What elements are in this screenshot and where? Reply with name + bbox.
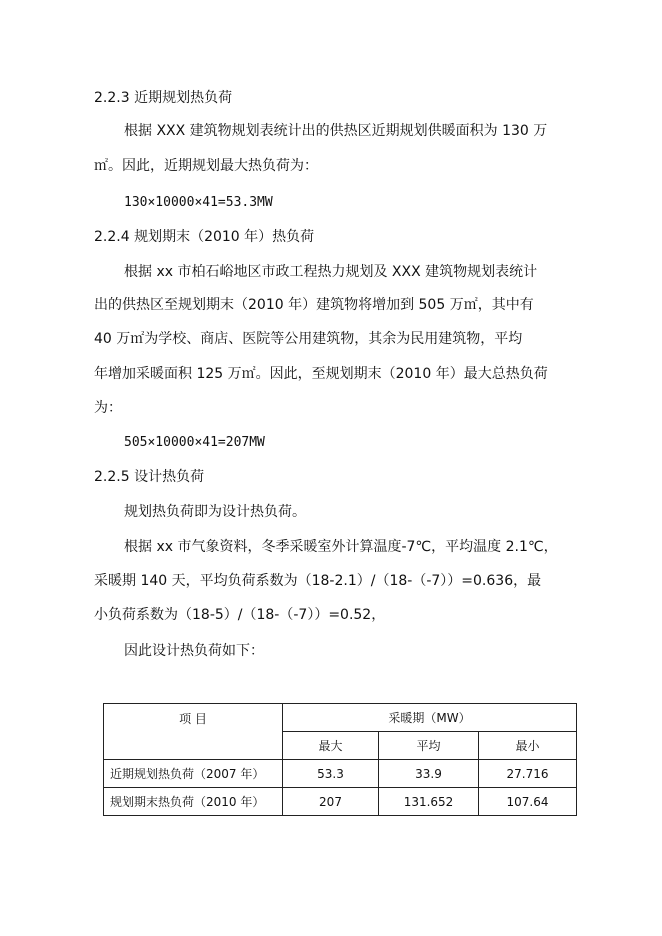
formula: 505×10000×41=207MW xyxy=(124,435,265,450)
item-header: 项 目 xyxy=(104,704,283,760)
section-heading-2-2-5: 2.2.5 设计热负荷 xyxy=(94,469,205,485)
period-header: 采暖期（MW） xyxy=(283,704,577,732)
min-cell: 107.64 xyxy=(479,788,577,816)
paragraph-line: 根据 XXX 建筑物规划表统计出的供热区近期规划供暖面积为 130 万 xyxy=(124,123,548,139)
paragraph-line: 根据 xx 市柏石峪地区市政工程热力规划及 XXX 建筑物规划表统计 xyxy=(124,264,538,280)
max-header: 最大 xyxy=(283,732,379,760)
paragraph-line: 因此设计热负荷如下： xyxy=(124,643,264,659)
section-heading-2-2-4: 2.2.4 规划期末（2010 年）热负荷 xyxy=(94,229,315,245)
paragraph-line: 出的供热区至规划期末（2010 年）建筑物将增加到 505 万㎡，其中有 xyxy=(94,297,534,313)
paragraph-line: 采暖期 140 天，平均负荷系数为（18-2.1）/（18-（-7））=0.636，最 xyxy=(94,573,542,589)
table-row xyxy=(104,760,577,788)
heat-load-table xyxy=(103,703,577,816)
max-cell: 53.3 xyxy=(283,760,379,788)
avg-cell: 33.9 xyxy=(379,760,479,788)
row-label: 近期规划热负荷（2007 年） xyxy=(104,760,283,788)
max-cell: 207 xyxy=(283,788,379,816)
avg-header: 平均 xyxy=(379,732,479,760)
table-row xyxy=(104,788,577,816)
paragraph-line: 年增加采暖面积 125 万㎡。因此，至规划期末（2010 年）最大总热负荷 xyxy=(94,366,548,382)
paragraph-line: 规划热负荷即为设计热负荷。 xyxy=(124,504,306,520)
avg-cell: 131.652 xyxy=(379,788,479,816)
paragraph-line: ㎡。因此，近期规划最大热负荷为： xyxy=(94,158,318,174)
min-cell: 27.716 xyxy=(479,760,577,788)
section-heading-2-2-3: 2.2.3 近期规划热负荷 xyxy=(94,90,233,106)
table-header-row xyxy=(104,704,577,732)
paragraph-line: 小负荷系数为（18-5）/（18-（-7））=0.52， xyxy=(94,607,386,623)
min-header: 最小 xyxy=(479,732,577,760)
formula: 130×10000×41=53.3MW xyxy=(124,195,273,210)
paragraph-line: 40 万㎡为学校、商店、医院等公用建筑物，其余为民用建筑物，平均 xyxy=(94,331,523,347)
paragraph-line: 根据 xx 市气象资料，冬季采暖室外计算温度-7℃，平均温度 2.1℃， xyxy=(124,539,558,555)
paragraph-line: 为： xyxy=(94,400,122,416)
row-label: 规划期末热负荷（2010 年） xyxy=(104,788,283,816)
